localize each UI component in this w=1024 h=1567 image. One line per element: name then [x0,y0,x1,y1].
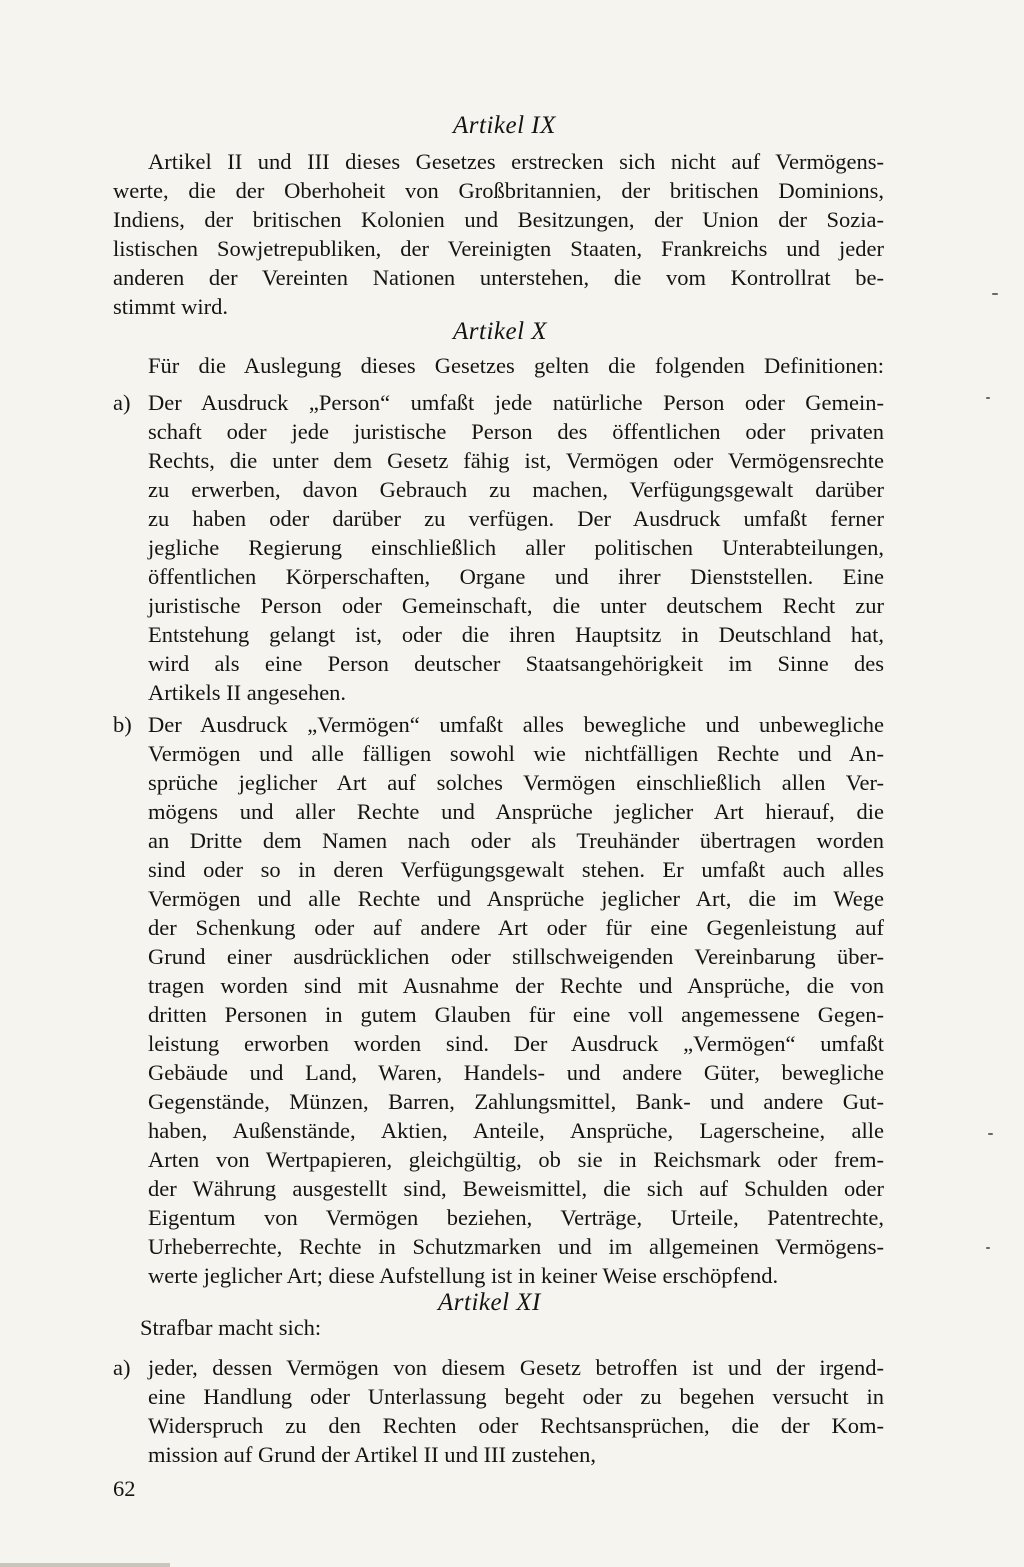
definition-a-line: jegliche Regierung einschließlich aller politischen Unterabteilungen, [148,535,884,560]
article-ix-line: Indiens, der britischen Kolonien und Besitzungen, der Union der Sozia- [113,207,884,232]
article-xi-intro: Strafbar macht sich: [140,1315,322,1340]
article-ix-line: Artikel II und III dieses Gesetzes erstrecken sich nicht auf Vermögens- [148,149,884,174]
article-ix-line: werte, die der Oberhoheit von Großbritannien, der britischen Dominions, [113,178,884,203]
page-bottom-edge [0,1563,170,1567]
margin-speck [988,1133,993,1135]
definition-b-line: sprüche jeglicher Art auf solches Vermögen einschließlich allen Ver- [148,770,884,795]
offence-a-line: mission auf Grund der Artikel II und III zustehen, [148,1442,597,1467]
definition-b-line: Der Ausdruck „Vermögen“ umfaßt alles bewegliche und unbewegliche [148,712,884,737]
definition-b-line: tragen worden sind mit Ausnahme der Rechte und Ansprüche, die von [148,973,884,998]
definition-a-line: zu haben oder darüber zu verfügen. Der Ausdruck umfaßt ferner [148,506,884,531]
article-x-intro: Für die Auslegung dieses Gesetzes gelten die folgenden Definitionen: [148,353,884,378]
definition-b-line: der Währung ausgestellt sind, Beweismittel, die sich auf Schulden oder [148,1176,884,1201]
definition-b-line: Urheberrechte, Rechte in Schutzmarken und im allgemeinen Vermögens- [148,1234,884,1259]
offence-a-line: jeder, dessen Vermögen von diesem Gesetz betroffen ist und der irgend- [148,1355,884,1380]
article-ix-line: listischen Sowjetrepubliken, der Vereinigten Staaten, Frankreichs und jeder [113,236,884,261]
definition-b-line: Vermögen und alle Rechte und Ansprüche jeglicher Art, die im Wege [148,886,884,911]
margin-speck [986,1247,990,1249]
definition-b-line: Arten von Wertpapieren, gleichgültig, ob sie in Reichsmark oder frem- [148,1147,884,1172]
margin-speck [986,397,990,399]
definition-a-line: juristische Person oder Gemeinschaft, die unter deutschem Recht zur [148,593,884,618]
definition-b-line: Grund einer ausdrücklichen oder stillschweigenden Vereinbarung über- [148,944,884,969]
definition-a-line: öffentlichen Körperschaften, Organe und ihrer Dienststellen. Eine [148,564,884,589]
article-ix-line: anderen der Vereinten Nationen unterstehen, die vom Kontrollrat be- [113,265,884,290]
definition-b-line: Vermögen und alle fälligen sowohl wie nichtfälligen Rechte und An- [148,741,884,766]
definition-b-line: haben, Außenstände, Aktien, Anteile, Ansprüche, Lagerscheine, alle [148,1118,884,1143]
page-number: 62 [113,1476,136,1501]
offence-a-line: eine Handlung oder Unterlassung begeht oder zu begehen versucht in [148,1384,884,1409]
definition-b-label: b) [113,712,132,737]
definition-a-line: Der Ausdruck „Person“ umfaßt jede natürliche Person oder Gemein- [148,390,884,415]
definition-a-label: a) [113,390,131,415]
definition-b-line: sind oder so in deren Verfügungsgewalt stehen. Er umfaßt auch alles [148,857,884,882]
margin-speck [992,293,998,295]
offence-a-label: a) [113,1355,131,1380]
article-xi-heading: Artikel XI [438,1289,541,1316]
definition-b-line: Gebäude und Land, Waren, Handels- und andere Güter, bewegliche [148,1060,884,1085]
definition-a-line: Artikels II angesehen. [148,680,347,705]
definition-b-line: mögens und aller Rechte und Ansprüche jeglicher Art hierauf, die [148,799,884,824]
article-x-heading: Artikel X [453,318,548,345]
offence-a-line: Widerspruch zu den Rechten oder Rechtsansprüchen, die der Kom- [148,1413,884,1438]
definition-a-line: wird als eine Person deutscher Staatsangehörigkeit im Sinne des [148,651,884,676]
definition-a-line: Rechts, die unter dem Gesetz fähig ist, Vermögen oder Vermögensrechte [148,448,884,473]
article-ix-line: stimmt wird. [113,294,229,319]
definition-a-line: schaft oder jede juristische Person des öffentlichen oder privaten [148,419,884,444]
definition-b-line: Eigentum von Vermögen beziehen, Verträge, Urteile, Patentrechte, [148,1205,884,1230]
definition-b-line: leistung erworben worden sind. Der Ausdruck „Vermögen“ umfaßt [148,1031,884,1056]
definition-b-line: an Dritte dem Namen nach oder als Treuhänder übertragen worden [148,828,884,853]
definition-b-line: der Schenkung oder auf andere Art oder für eine Gegenleistung auf [148,915,884,940]
definition-a-line: zu erwerben, davon Gebrauch zu machen, Verfügungsgewalt darüber [148,477,884,502]
definition-b-line: werte jeglicher Art; diese Aufstellung ist in keiner Weise erschöpfend. [148,1263,779,1288]
definition-b-line: dritten Personen in gutem Glauben für eine voll angemessene Gegen- [148,1002,884,1027]
definition-b-line: Gegenstände, Münzen, Barren, Zahlungsmittel, Bank- und andere Gut- [148,1089,884,1114]
article-ix-heading: Artikel IX [453,112,556,139]
definition-a-line: Entstehung gelangt ist, oder die ihren Hauptsitz in Deutschland hat, [148,622,884,647]
